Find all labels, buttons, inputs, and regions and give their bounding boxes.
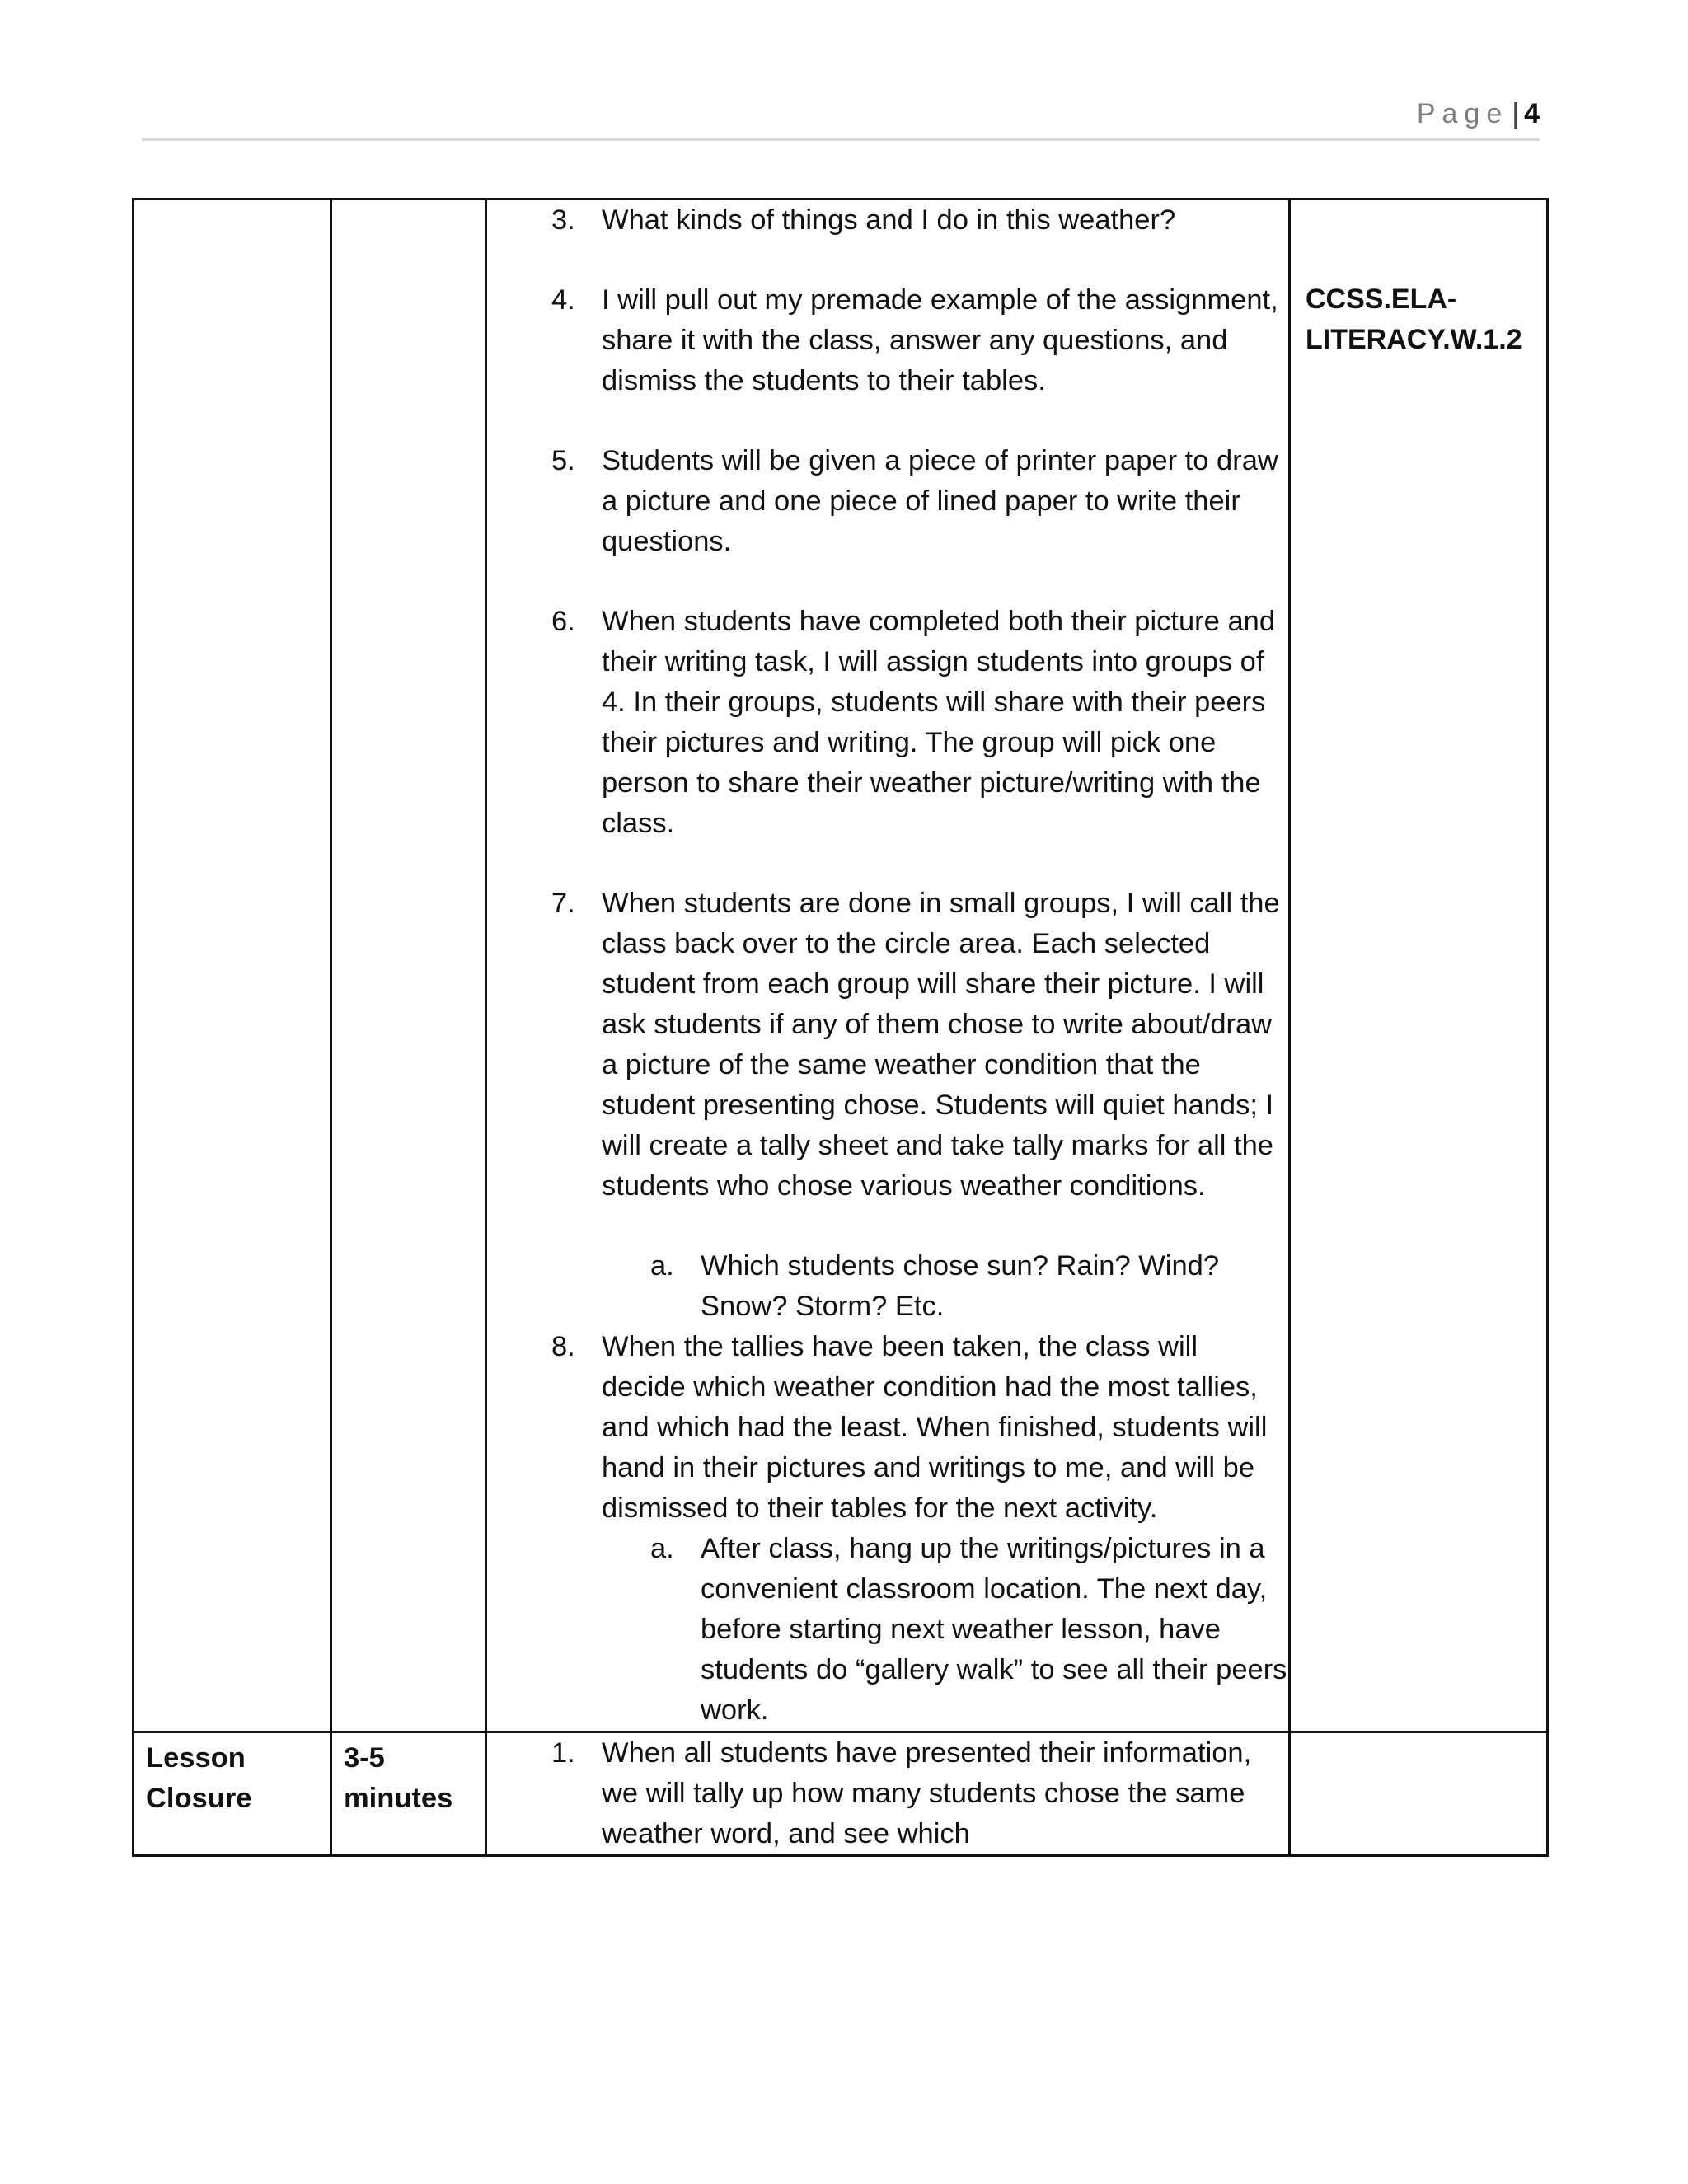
item-number: 4. [551, 284, 575, 316]
closure-time-cell [331, 1732, 486, 1856]
closure-time-line1: 3-5 [344, 1742, 385, 1774]
item-text: What kinds of things and I do in this weather? [602, 204, 1176, 236]
page-separator: | [1512, 98, 1520, 129]
procedure-cell [486, 199, 1290, 1732]
lesson-plan-table [132, 198, 1549, 1857]
closure-item [487, 1733, 1288, 1854]
page-word: Page [1416, 98, 1509, 129]
item-text: When the tallies have been taken, the class will decide which weather condition had the most tallies, and which had the least. When finished, students will hand in their pictures and writings to me, and will be dismissed to their tables for the next activity. [602, 1331, 1268, 1524]
procedure-item [487, 602, 1288, 844]
closure-label-cell [134, 1732, 331, 1856]
closure-time-line2: minutes [344, 1783, 453, 1814]
standards-cell [1290, 199, 1548, 1732]
item-text: I will pull out my premade example of the assignment, share it with the class, answer any questions, and dismiss the students to their tables. [602, 284, 1278, 396]
item-number: 8. [551, 1331, 575, 1362]
closure-time [332, 1733, 485, 1819]
closure-label-line2: Closure [146, 1783, 252, 1814]
procedure-subitem [487, 1246, 1288, 1327]
item-text: Students will be given a piece of printer paper to draw a picture and one piece of lined paper to write their questions. [602, 445, 1278, 557]
procedure-row [134, 199, 1548, 1732]
closure-label [134, 1733, 330, 1819]
item-number: 1. [551, 1737, 575, 1769]
item-text: When students are done in small groups, I will call the class back over to the circle area. Each selected student from each group will share their picture. I will ask students if any of them chose to write about/draw a picture of the same weather condition that the student presenting chose. Students will quiet hands; I will create a tally sheet and take tally marks for all the students who chose various weather conditions. [602, 888, 1280, 1202]
item-text: When students have completed both their picture and their writing task, I will assign students into groups of 4. In their groups, students will share with their peers their pictures and writing. The group will pick one person to share their weather picture/writing with the class. [602, 606, 1275, 839]
procedure-item [487, 883, 1288, 1207]
procedure-item [487, 200, 1288, 241]
page-number-label [1417, 97, 1540, 130]
item-number: 6. [551, 606, 575, 637]
subitem-letter: a. [650, 1250, 674, 1282]
standard-code-line2: LITERACY.W.1.2 [1306, 324, 1522, 355]
item-number: 5. [551, 445, 575, 476]
procedure-subitem [487, 1529, 1288, 1731]
standard-code-line1: CCSS.ELA- [1306, 284, 1457, 315]
subitem-letter: a. [650, 1533, 674, 1564]
item-number: 3. [551, 204, 575, 236]
procedure-item [487, 441, 1288, 562]
closure-procedure-cell [486, 1732, 1290, 1856]
closure-label-line1: Lesson [146, 1742, 246, 1774]
item-number: 7. [551, 888, 575, 919]
page-number: 4 [1524, 98, 1540, 129]
standard-code [1291, 200, 1546, 360]
subitem-text: Which students chose sun? Rain? Wind? Snow? Storm? Etc. [701, 1250, 1220, 1322]
procedure-item [487, 1327, 1288, 1529]
procedure-item [487, 280, 1288, 401]
time-cell [331, 199, 486, 1732]
subitem-text: After class, hang up the writings/pictures in a convenient classroom location. The next day, before starting next weather lesson, have students do “gallery walk” to see all their peers work. [701, 1533, 1287, 1726]
closure-standards-cell [1290, 1732, 1548, 1856]
item-text: When all students have presented their information, we will tally up how many students chose the same weather word, and see which [602, 1737, 1252, 1849]
section-label-cell [134, 199, 331, 1732]
page-header [142, 97, 1540, 141]
closure-row [134, 1732, 1548, 1856]
